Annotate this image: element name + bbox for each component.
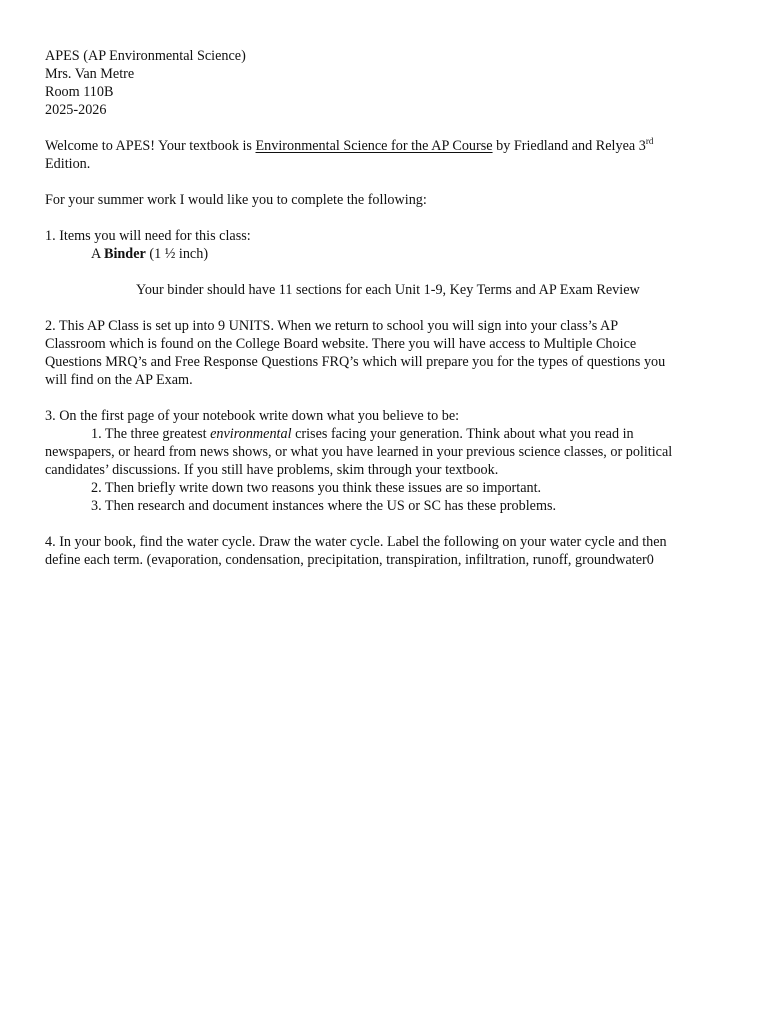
item-1-heading: 1. Items you will need for this class: bbox=[45, 228, 251, 244]
item-3 bbox=[45, 407, 725, 515]
spacer bbox=[45, 209, 725, 227]
binder-note: Your binder should have 11 sections for each Unit 1-9, Key Terms and AP Exam Review bbox=[136, 282, 640, 298]
spacer bbox=[45, 515, 725, 533]
welcome-paragraph bbox=[45, 137, 725, 173]
sub-1-prefix: 1. The three greatest bbox=[91, 426, 211, 442]
item-3-sub-3: 3. Then research and document instances where the US or SC has these problems. bbox=[91, 498, 557, 514]
spacer bbox=[45, 173, 725, 191]
item-1 bbox=[45, 227, 725, 299]
school-year: 2025-2026 bbox=[45, 102, 107, 118]
room-number: Room 110B bbox=[45, 84, 114, 100]
spacer bbox=[45, 263, 725, 281]
sub-1-rest: crises facing your generation. Think about what you read in bbox=[291, 426, 634, 442]
item-4 bbox=[45, 533, 725, 569]
spacer bbox=[45, 119, 725, 137]
item-2 bbox=[45, 317, 725, 389]
item-2-line-1: 2. This AP Class is set up into 9 UNITS. When we return to school you will sign into your class’s AP bbox=[45, 318, 619, 334]
sub-1-italic: environmental bbox=[210, 426, 292, 442]
item-4-line-1: 4. In your book, find the water cycle. Draw the water cycle. Label the following on your water cycle and then bbox=[45, 534, 667, 550]
item-2-line-2: Classroom which is found on the College Board website. There you will have access to Multiple Choice bbox=[45, 336, 637, 352]
binder-requirement bbox=[45, 245, 725, 263]
teacher-name: Mrs. Van Metre bbox=[45, 66, 135, 82]
item-3-sub-1 bbox=[45, 425, 725, 443]
item-4-line-2: define each term. (evaporation, condensation, precipitation, transpiration, infiltration, runoff, groundwater0 bbox=[45, 552, 654, 568]
summer-work-intro: For your summer work I would like you to complete the following: bbox=[45, 192, 427, 208]
binder-size: (1 ½ inch) bbox=[145, 246, 209, 262]
binder-label: Binder bbox=[104, 246, 146, 262]
item-3-sub-2: 2. Then briefly write down two reasons you think these issues are so important. bbox=[91, 480, 542, 496]
item-3-sub-1-line-3: candidates’ discussions. If you still have problems, skim through your textbook. bbox=[45, 462, 499, 478]
item-2-line-4: will find on the AP Exam. bbox=[45, 372, 193, 388]
document-body bbox=[45, 47, 725, 569]
course-title: APES (AP Environmental Science) bbox=[45, 48, 246, 64]
spacer bbox=[45, 299, 725, 317]
item-3-sub-1-line-2: newspapers, or heard from news shows, or what you have learned in your previous science classes, or political bbox=[45, 444, 673, 460]
welcome-authors: by Friedland and Relyea 3 bbox=[492, 138, 646, 154]
item-3-heading: 3. On the first page of your notebook write down what you believe to be: bbox=[45, 408, 460, 424]
binder-prefix: A bbox=[91, 246, 105, 262]
item-2-line-3: Questions MRQ’s and Free Response Questions FRQ’s which will prepare you for the types of questions you bbox=[45, 354, 666, 370]
textbook-title: Environmental Science for the AP Course bbox=[255, 138, 493, 154]
welcome-prefix: Welcome to APES! Your textbook is bbox=[45, 138, 256, 154]
welcome-edition: Edition. bbox=[45, 156, 91, 172]
spacer bbox=[45, 389, 725, 407]
edition-superscript: rd bbox=[645, 136, 654, 146]
